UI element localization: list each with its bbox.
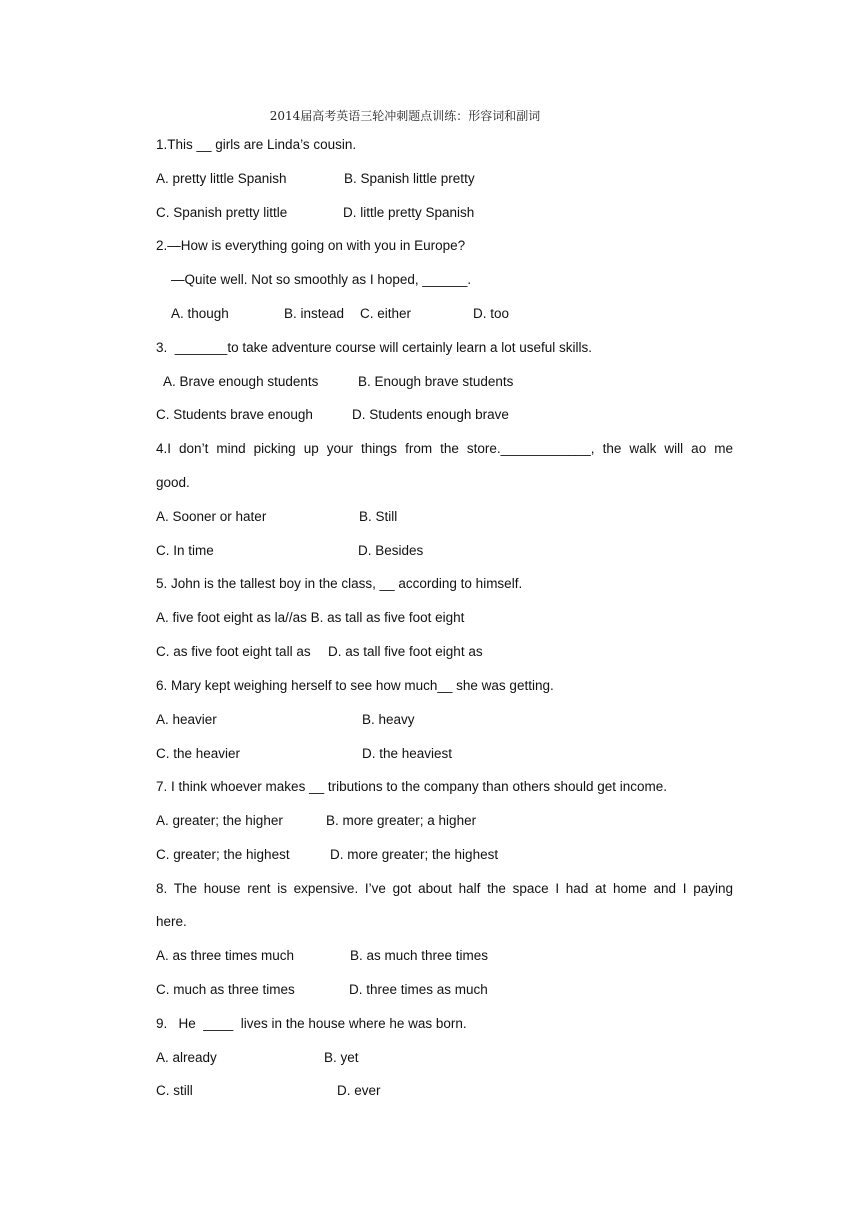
question-8-option-c: C. much as three times	[156, 982, 295, 997]
question-3-option-b: B. Enough brave students	[358, 374, 514, 389]
question-9-option-a: A. already	[156, 1050, 217, 1065]
question-9-stem: 9. He ____ lives in the house where he was born.	[156, 1016, 467, 1031]
question-7-option-a: A. greater; the higher	[156, 813, 283, 828]
question-4-option-a: A. Sooner or hater	[156, 509, 267, 524]
question-7-stem: 7. I think whoever makes __ tributions to the company than others should get income.	[156, 779, 668, 794]
question-5-option-a-b: A. five foot eight as la//as B. as tall as five foot eight	[156, 610, 465, 625]
question-3-option-c: C. Students brave enough	[156, 407, 313, 422]
question-1-option-a: A. pretty little Spanish	[156, 171, 287, 186]
question-3-option-d: D. Students enough brave	[352, 407, 509, 422]
question-4-option-c: C. In time	[156, 543, 214, 558]
question-2-option-a: A. though	[171, 306, 229, 321]
question-5-option-d: D. as tall five foot eight as	[328, 644, 483, 659]
question-9-option-b: B. yet	[324, 1050, 359, 1065]
question-1-option-b: B. Spanish little pretty	[344, 171, 475, 186]
question-2-option-b: B. instead	[284, 306, 345, 321]
question-9-option-c: C. still	[156, 1083, 193, 1098]
question-6-option-a: A. heavier	[156, 712, 217, 727]
question-1-option-d: D. little pretty Spanish	[343, 205, 475, 220]
question-1-stem: 1.This __ girls are Linda’s cousin.	[156, 137, 357, 152]
question-8-option-a: A. as three times much	[156, 948, 295, 963]
question-8-option-b: B. as much three times	[350, 948, 489, 963]
question-6-option-c: C. the heavier	[156, 746, 241, 761]
question-4-option-d: D. Besides	[358, 543, 424, 558]
question-6-stem: 6. Mary kept weighing herself to see how much__ she was getting.	[156, 678, 554, 693]
question-6-option-b: B. heavy	[362, 712, 415, 727]
question-2-option-c: C. either	[360, 306, 412, 321]
question-5-stem: 5. John is the tallest boy in the class, __ according to himself.	[156, 576, 523, 591]
question-8-option-d: D. three times as much	[349, 982, 488, 997]
question-4-stem: 4.I don’t mind picking up your things from the store.____________, the walk will ao me	[156, 441, 733, 456]
question-7-option-c: C. greater; the highest	[156, 847, 290, 862]
question-5-option-c: C. as five foot eight tall as	[156, 644, 311, 659]
question-7-option-d: D. more greater; the highest	[330, 847, 499, 862]
question-8-stem-continued: here.	[156, 914, 187, 929]
question-4-option-b: B. Still	[359, 509, 398, 524]
question-2-option-d: D. too	[473, 306, 510, 321]
question-3-stem: 3. _______to take adventure course will certainly learn a lot useful skills.	[156, 340, 592, 355]
question-4-stem-continued: good.	[156, 475, 190, 490]
question-8-stem: 8. The house rent is expensive. I’ve got about half the space I had at home and I paying	[156, 881, 733, 896]
page-title: 2014届高考英语三轮冲刺题点训练：形容词和副词	[269, 109, 541, 123]
question-2-stem: 2.—How is everything going on with you in Europe?	[156, 238, 466, 253]
question-6-option-d: D. the heaviest	[362, 746, 453, 761]
question-1-option-c: C. Spanish pretty little	[156, 205, 288, 220]
question-7-option-b: B. more greater; a higher	[326, 813, 477, 828]
question-9-option-d: D. ever	[337, 1083, 381, 1098]
question-2-reply: —Quite well. Not so smoothly as I hoped, ______.	[171, 272, 472, 287]
question-3-option-a: A. Brave enough students	[163, 374, 319, 389]
